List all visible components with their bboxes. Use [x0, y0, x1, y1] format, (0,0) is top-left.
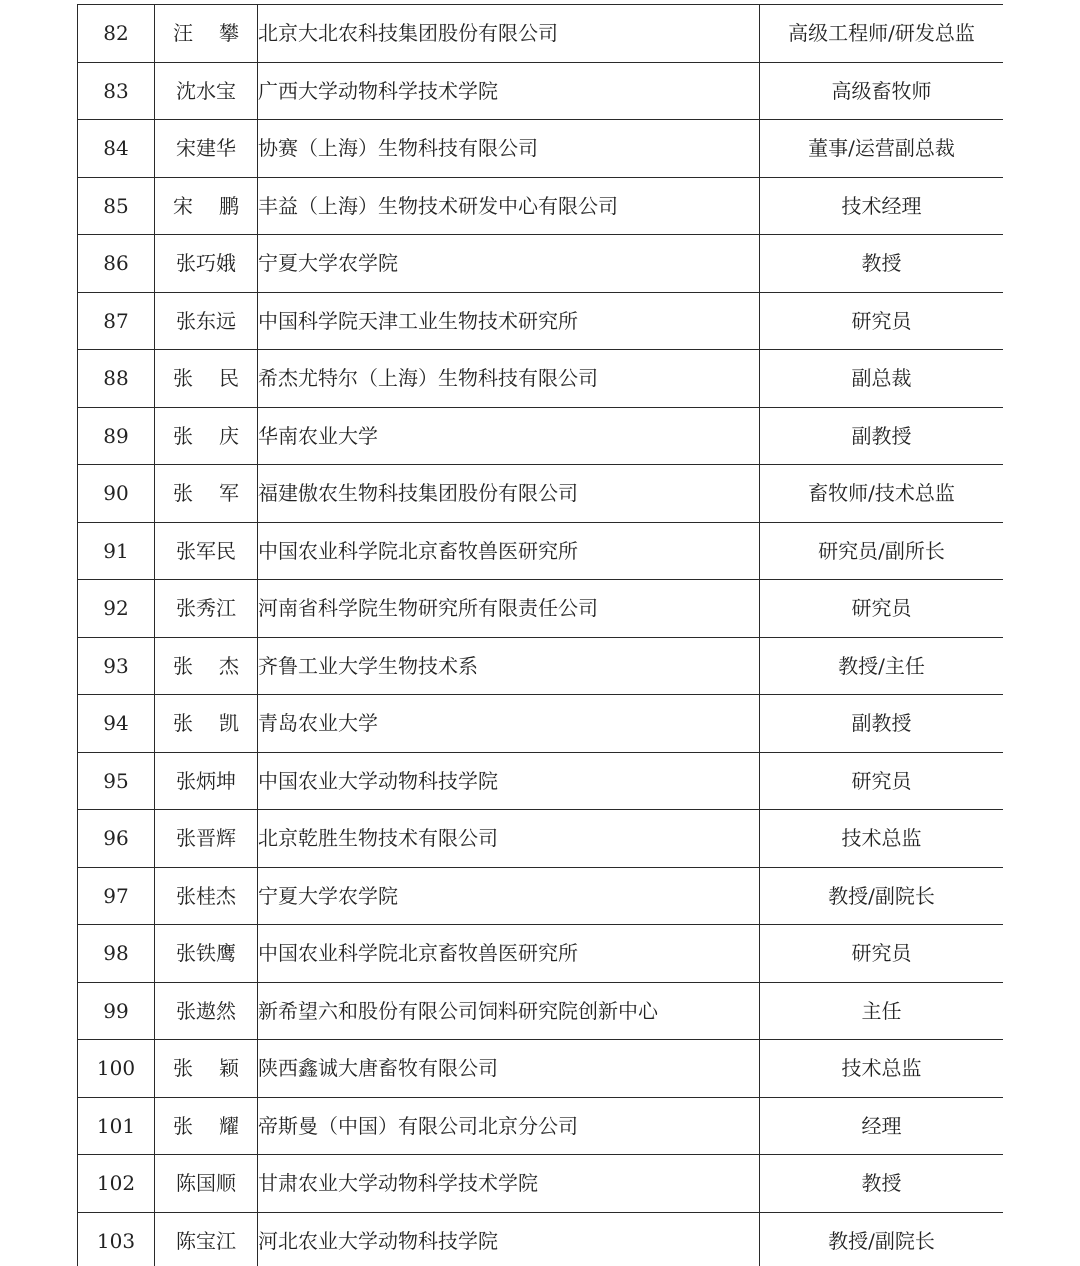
- table-body: [78, 5, 1004, 1266]
- table-row: [78, 465, 1004, 523]
- organization: 河南省科学院生物研究所有限责任公司: [258, 580, 760, 638]
- table-row: [78, 522, 1004, 580]
- row-number: 91: [78, 522, 155, 580]
- row-number: 83: [78, 62, 155, 120]
- organization: 协赛（上海）生物科技有限公司: [258, 120, 760, 178]
- table-row: [78, 867, 1004, 925]
- job-title: 技术总监: [760, 1040, 1004, 1098]
- table-row: [78, 1097, 1004, 1155]
- job-title: 研究员: [760, 292, 1004, 350]
- table-row: [78, 235, 1004, 293]
- row-number: 98: [78, 925, 155, 983]
- row-number: 103: [78, 1212, 155, 1266]
- table-row: [78, 637, 1004, 695]
- table-row: [78, 1212, 1004, 1266]
- person-name: [155, 465, 258, 523]
- person-name: 张桂杰: [155, 867, 258, 925]
- organization: 宁夏大学农学院: [258, 867, 760, 925]
- person-name: [155, 350, 258, 408]
- row-number: 85: [78, 177, 155, 235]
- person-name: [155, 407, 258, 465]
- person-name-text: 汪 攀: [173, 21, 239, 46]
- job-title: 副教授: [760, 695, 1004, 753]
- organization: 广西大学动物科学技术学院: [258, 62, 760, 120]
- job-title: 经理: [760, 1097, 1004, 1155]
- table-row: [78, 752, 1004, 810]
- job-title: 教授/主任: [760, 637, 1004, 695]
- job-title: 教授/副院长: [760, 867, 1004, 925]
- person-name: [155, 637, 258, 695]
- table-row: [78, 925, 1004, 983]
- organization: 陕西鑫诚大唐畜牧有限公司: [258, 1040, 760, 1098]
- row-number: 96: [78, 810, 155, 868]
- organization: 中国农业大学动物科技学院: [258, 752, 760, 810]
- organization: 青岛农业大学: [258, 695, 760, 753]
- job-title: 教授: [760, 1155, 1004, 1213]
- person-name-text: 张 杰: [173, 653, 239, 678]
- row-number: 87: [78, 292, 155, 350]
- job-title: 高级畜牧师: [760, 62, 1004, 120]
- organization: 北京乾胜生物技术有限公司: [258, 810, 760, 868]
- job-title: 高级工程师/研发总监: [760, 5, 1004, 63]
- organization: 宁夏大学农学院: [258, 235, 760, 293]
- organization: 新希望六和股份有限公司饲料研究院创新中心: [258, 982, 760, 1040]
- organization: 中国农业科学院北京畜牧兽医研究所: [258, 925, 760, 983]
- row-number: 84: [78, 120, 155, 178]
- person-name-text: 张 民: [173, 366, 239, 391]
- job-title: 副总裁: [760, 350, 1004, 408]
- organization: 甘肃农业大学动物科学技术学院: [258, 1155, 760, 1213]
- expert-roster-table: [77, 4, 1003, 1266]
- row-number: 86: [78, 235, 155, 293]
- organization: 帝斯曼（中国）有限公司北京分公司: [258, 1097, 760, 1155]
- table-row: [78, 695, 1004, 753]
- person-name: 张遨然: [155, 982, 258, 1040]
- organization: 华南农业大学: [258, 407, 760, 465]
- organization: 齐鲁工业大学生物技术系: [258, 637, 760, 695]
- person-name: 沈水宝: [155, 62, 258, 120]
- person-name: 陈国顺: [155, 1155, 258, 1213]
- person-name: [155, 695, 258, 753]
- row-number: 89: [78, 407, 155, 465]
- table-row: [78, 350, 1004, 408]
- person-name: 张秀江: [155, 580, 258, 638]
- person-name: 宋建华: [155, 120, 258, 178]
- person-name: 张军民: [155, 522, 258, 580]
- organization: 河北农业大学动物科技学院: [258, 1212, 760, 1266]
- row-number: 90: [78, 465, 155, 523]
- row-number: 97: [78, 867, 155, 925]
- table-row: [78, 580, 1004, 638]
- job-title: 研究员: [760, 752, 1004, 810]
- table-row: [78, 177, 1004, 235]
- job-title: 技术经理: [760, 177, 1004, 235]
- table-row: [78, 982, 1004, 1040]
- person-name-text: 张 耀: [173, 1113, 239, 1138]
- organization: 丰益（上海）生物技术研发中心有限公司: [258, 177, 760, 235]
- organization: 希杰尤特尔（上海）生物科技有限公司: [258, 350, 760, 408]
- person-name: [155, 177, 258, 235]
- person-name: 张炳坤: [155, 752, 258, 810]
- row-number: 100: [78, 1040, 155, 1098]
- organization: 中国农业科学院北京畜牧兽医研究所: [258, 522, 760, 580]
- table-row: [78, 407, 1004, 465]
- job-title: 教授/副院长: [760, 1212, 1004, 1266]
- row-number: 95: [78, 752, 155, 810]
- person-name-text: 张 军: [173, 481, 239, 506]
- job-title: 畜牧师/技术总监: [760, 465, 1004, 523]
- row-number: 102: [78, 1155, 155, 1213]
- person-name: 陈宝江: [155, 1212, 258, 1266]
- table-row: [78, 5, 1004, 63]
- row-number: 101: [78, 1097, 155, 1155]
- row-number: 94: [78, 695, 155, 753]
- person-name: 张巧娥: [155, 235, 258, 293]
- job-title: 教授: [760, 235, 1004, 293]
- person-name-text: 张 颖: [173, 1056, 239, 1081]
- organization: 北京大北农科技集团股份有限公司: [258, 5, 760, 63]
- document-page: [77, 0, 1003, 1266]
- job-title: 董事/运营副总裁: [760, 120, 1004, 178]
- person-name: [155, 1040, 258, 1098]
- job-title: 副教授: [760, 407, 1004, 465]
- row-number: 82: [78, 5, 155, 63]
- person-name: 张晋辉: [155, 810, 258, 868]
- table-row: [78, 810, 1004, 868]
- person-name-text: 宋 鹏: [173, 193, 239, 218]
- organization: 福建傲农生物科技集团股份有限公司: [258, 465, 760, 523]
- job-title: 技术总监: [760, 810, 1004, 868]
- row-number: 88: [78, 350, 155, 408]
- person-name: 张铁鹰: [155, 925, 258, 983]
- table-row: [78, 1155, 1004, 1213]
- person-name: [155, 1097, 258, 1155]
- row-number: 93: [78, 637, 155, 695]
- table-row: [78, 62, 1004, 120]
- row-number: 99: [78, 982, 155, 1040]
- job-title: 研究员/副所长: [760, 522, 1004, 580]
- table-row: [78, 120, 1004, 178]
- table-row: [78, 1040, 1004, 1098]
- person-name: [155, 5, 258, 63]
- person-name-text: 张 凯: [173, 711, 239, 736]
- job-title: 主任: [760, 982, 1004, 1040]
- row-number: 92: [78, 580, 155, 638]
- person-name-text: 张 庆: [173, 423, 239, 448]
- job-title: 研究员: [760, 580, 1004, 638]
- organization: 中国科学院天津工业生物技术研究所: [258, 292, 760, 350]
- person-name: 张东远: [155, 292, 258, 350]
- job-title: 研究员: [760, 925, 1004, 983]
- table-row: [78, 292, 1004, 350]
